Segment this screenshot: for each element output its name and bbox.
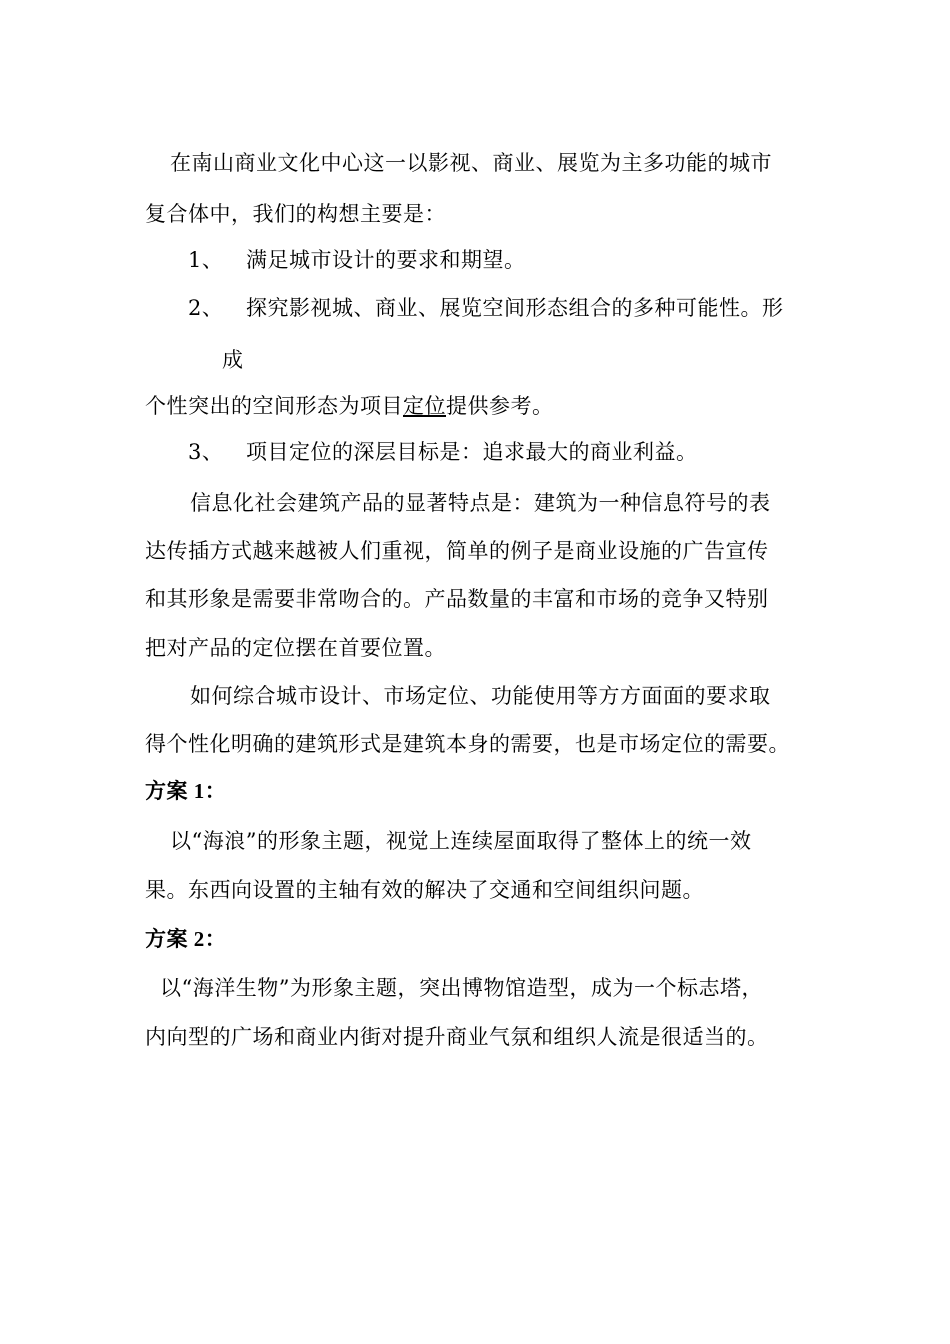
scheme-1-heading: 方案 1： [145,779,227,803]
design-para-line-1: 如何综合城市设计、市场定位、功能使用等方方面面的要求取 [190,684,771,708]
info-para-line-2: 达传插方式越来越被人们重视，简单的例子是商业设施的广告宣传 [145,539,769,563]
intro-line-1: 在南山商业文化中心这一以影视、商业、展览为主多功能的城市 [170,151,772,175]
underlined-term: 定位 [403,394,446,418]
scheme-1-line-2: 果。东西向设置的主轴有效的解决了交通和空间组织问题。 [145,878,704,902]
list-item-2-wrap: 成 [222,348,244,372]
list-item-1 [188,245,526,275]
list-item-text: 项目定位的深层目标是：追求最大的商业利益。 [246,440,698,464]
list-item-number: 1、 [188,248,224,272]
list-item-2 [188,293,784,323]
scheme-2-line-1: 以“海洋生物”为形象主题，突出博物馆造型，成为一个标志塔， [160,976,763,1000]
continuation-text: 个性突出的空间形态为项目 [145,394,403,418]
list-item-number: 3、 [188,440,224,464]
design-para-line-2: 得个性化明确的建筑形式是建筑本身的需要，也是市场定位的需要。 [145,732,790,756]
info-para-line-1: 信息化社会建筑产品的显著特点是：建筑为一种信息符号的表 [190,491,771,515]
scheme-2-heading: 方案 2： [145,927,227,951]
list-item-text: 满足城市设计的要求和期望。 [246,248,526,272]
list-item-2-continuation [145,391,554,421]
info-para-line-4: 把对产品的定位摆在首要位置。 [145,636,446,660]
continuation-text-end: 提供参考。 [446,394,554,418]
list-item-3 [188,437,698,467]
list-item-number: 2、 [188,296,224,320]
info-para-line-3: 和其形象是需要非常吻合的。产品数量的丰富和市场的竞争又特别 [145,587,769,611]
intro-line-2: 复合体中，我们的构想主要是： [145,202,446,226]
scheme-1-line-1: 以“海浪”的形象主题，视觉上连续屋面取得了整体上的统一效 [170,829,752,853]
list-item-text: 探究影视城、商业、展览空间形态组合的多种可能性。形 [246,296,784,320]
scheme-2-line-2: 内向型的广场和商业内街对提升商业气氛和组织人流是很适当的。 [145,1025,769,1049]
